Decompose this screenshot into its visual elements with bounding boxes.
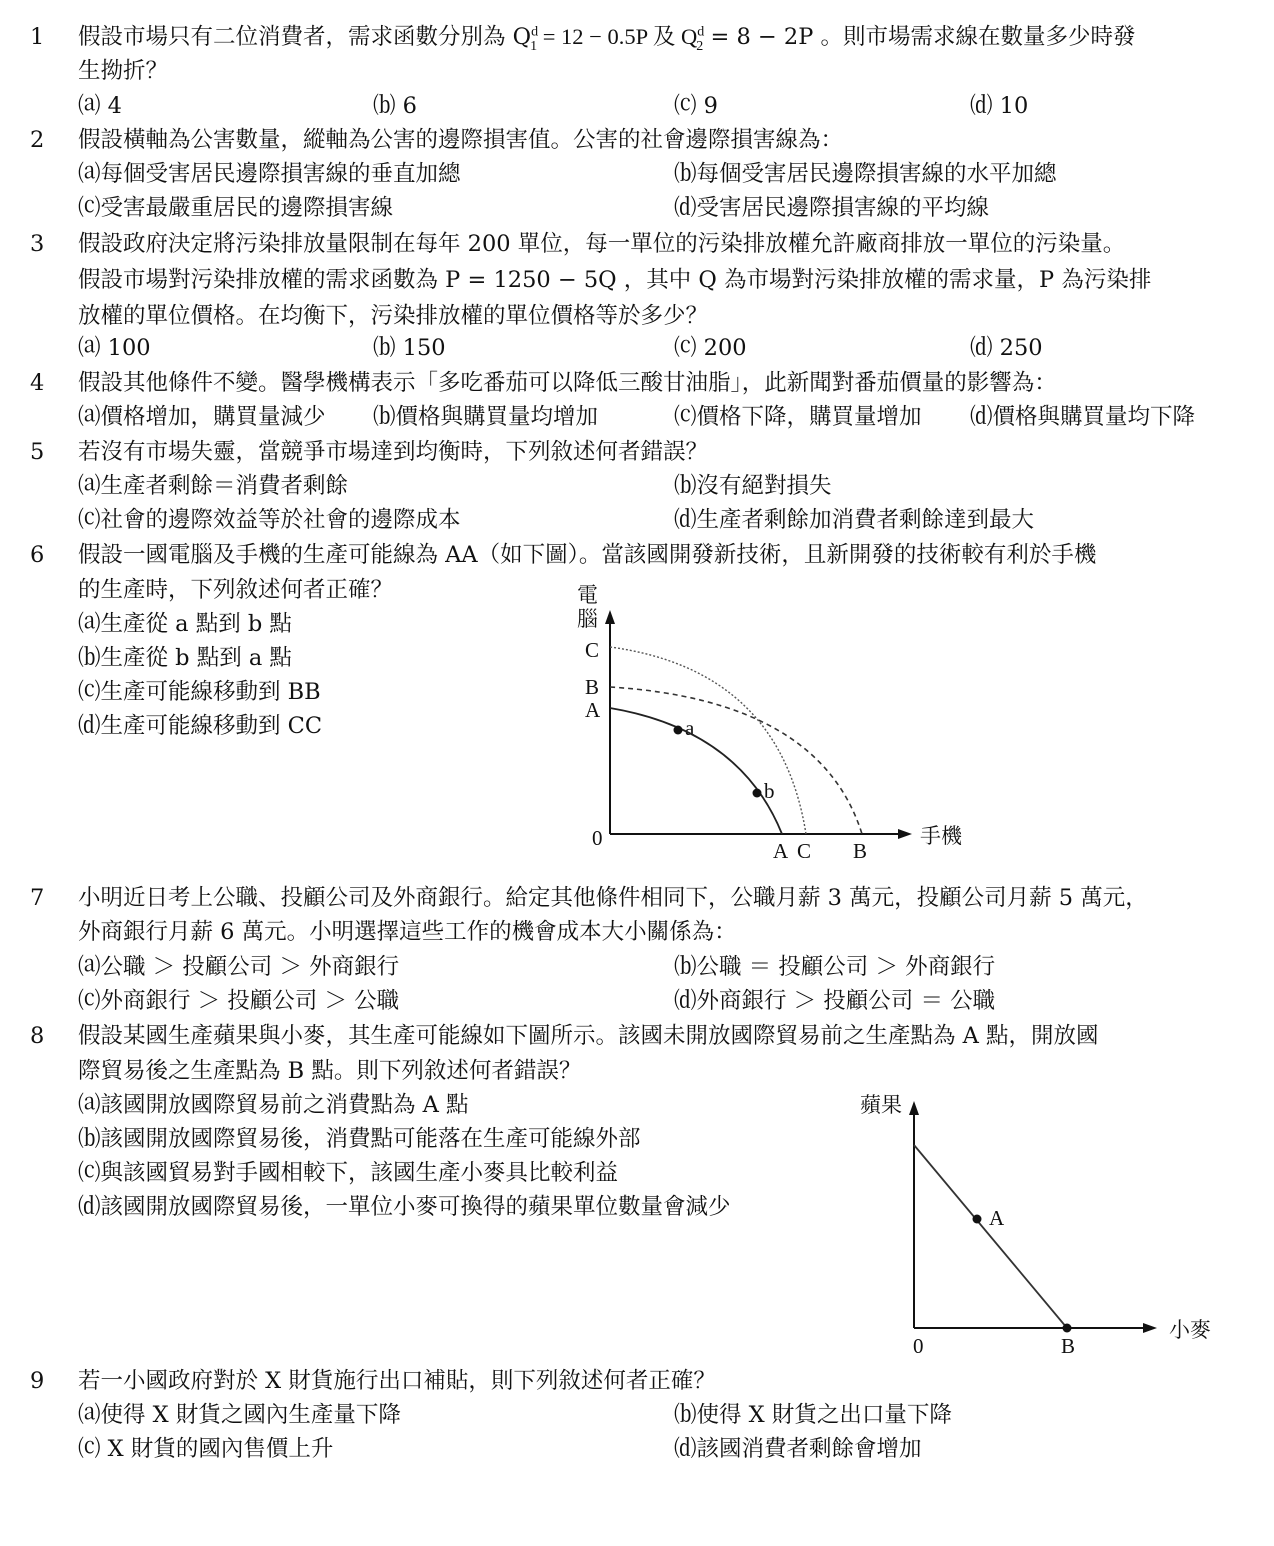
option-d[interactable]: ⒟ 10 bbox=[970, 93, 1029, 119]
option-a[interactable]: ⒜該國開放國際貿易前之消費點為 A 點 bbox=[78, 1092, 469, 1118]
question-stem-line: 假設政府決定將污染排放量限制在每年 200 單位，每一單位的污染排放權允許廠商排放一單位的污染量。 bbox=[78, 231, 1126, 257]
point-a-marker bbox=[674, 726, 683, 735]
question-stem: 若沒有市場失靈，當競爭市場達到均衡時，下列敘述何者錯誤？ bbox=[78, 439, 709, 465]
question-number: 9 bbox=[30, 1368, 45, 1394]
option-a[interactable]: ⒜生產從 a 點到 b 點 bbox=[78, 611, 292, 637]
point-b-marker bbox=[753, 789, 762, 798]
option-b[interactable]: ⒝沒有絕對損失 bbox=[674, 473, 832, 499]
option-d[interactable]: ⒟價格與購買量均下降 bbox=[970, 404, 1196, 430]
question-number: 4 bbox=[30, 370, 45, 396]
question-stem: 假設橫軸為公害數量，縱軸為公害的邊際損害值。公害的社會邊際損害線為： bbox=[78, 127, 844, 153]
question-stem-line: 小明近日考上公職、投顧公司及外商銀行。給定其他條件相同下，公職月薪 3 萬元，投顧公司月薪 5 萬元， bbox=[78, 885, 1148, 911]
question-number: 6 bbox=[30, 542, 45, 568]
option-b[interactable]: ⒝生產從 b 點到 a 點 bbox=[78, 645, 292, 671]
y-label-b: B bbox=[585, 675, 600, 699]
question-stem-line: 假設一國電腦及手機的生產可能線為 AA（如下圖）。當該國開發新技術，且新開發的技術較有利於手機 bbox=[78, 542, 1097, 568]
option-d[interactable]: ⒟生產者剩餘加消費者剩餘達到最大 bbox=[674, 507, 1035, 533]
ppf-diagram-apple-wheat bbox=[855, 1085, 1235, 1365]
ppf-line bbox=[914, 1145, 1067, 1328]
y-axis-label-2: 腦 bbox=[577, 607, 598, 631]
question-stem-line: 假設市場對污染排放權的需求函數為 P = 1250 − 5Q ，其中 Q 為市場對污染排放權的需求量，P 為污染排 bbox=[78, 267, 1152, 293]
option-c[interactable]: ⒞價格下降，購買量增加 bbox=[674, 404, 922, 430]
y-label-c: C bbox=[585, 638, 600, 662]
y-label-a: A bbox=[585, 698, 601, 722]
question-stem-line: 生拗折？ bbox=[78, 58, 169, 84]
question-number: 3 bbox=[30, 231, 45, 257]
question-stem: 假設其他條件不變。醫學機構表示「多吃番茄可以降低三酸甘油脂」，此新聞對番茄價量的影響為： bbox=[78, 370, 1057, 396]
option-c[interactable]: ⒞受害最嚴重居民的邊際損害線 bbox=[78, 195, 394, 221]
origin-label: 0 bbox=[913, 1334, 924, 1358]
option-c[interactable]: ⒞ X 財貨的國內售價上升 bbox=[78, 1436, 334, 1462]
ppf-curve-bb bbox=[610, 687, 862, 834]
question-stem-line: 假設某國生產蘋果與小麥，其生產可能線如下圖所示。該國未開放國際貿易前之生產點為 A 點，開放國 bbox=[78, 1023, 1099, 1049]
point-a-label: A bbox=[989, 1206, 1005, 1230]
option-d[interactable]: ⒟受害居民邊際損害線的平均線 bbox=[674, 195, 990, 221]
option-a[interactable]: ⒜ 4 bbox=[78, 93, 122, 119]
ppf-diagram-computer-phone bbox=[560, 580, 980, 870]
option-c[interactable]: ⒞與該國貿易對手國相較下，該國生產小麥具比較利益 bbox=[78, 1160, 619, 1186]
y-axis-label-1: 電 bbox=[577, 583, 598, 607]
x-axis-arrow-icon bbox=[1143, 1323, 1157, 1333]
option-b[interactable]: ⒝ 6 bbox=[373, 93, 417, 119]
ppf-curve-aa bbox=[610, 708, 782, 834]
option-b[interactable]: ⒝每個受害居民邊際損害線的水平加總 bbox=[674, 161, 1057, 187]
origin-label: 0 bbox=[592, 826, 603, 850]
question-number: 5 bbox=[30, 439, 45, 465]
option-d[interactable]: ⒟外商銀行 ＞ 投顧公司 ＝ 公職 bbox=[674, 988, 996, 1014]
option-d[interactable]: ⒟該國消費者剩餘會增加 bbox=[674, 1436, 922, 1462]
x-axis-label: 小麥 bbox=[1169, 1318, 1211, 1342]
option-d[interactable]: ⒟該國開放國際貿易後，一單位小麥可換得的蘋果單位數量會減少 bbox=[78, 1194, 731, 1220]
option-b[interactable]: ⒝ 150 bbox=[373, 335, 446, 361]
point-b-marker bbox=[1063, 1324, 1072, 1333]
option-a[interactable]: ⒜每個受害居民邊際損害線的垂直加總 bbox=[78, 161, 461, 187]
question-number: 8 bbox=[30, 1023, 45, 1049]
x-axis-label: 手機 bbox=[920, 824, 962, 848]
question-number: 7 bbox=[30, 885, 45, 911]
question-stem: 若一小國政府對於 X 財貨施行出口補貼，則下列敘述何者正確？ bbox=[78, 1368, 716, 1394]
option-a[interactable]: ⒜公職 ＞ 投顧公司 ＞ 外商銀行 bbox=[78, 954, 400, 980]
option-a[interactable]: ⒜價格增加，購買量減少 bbox=[78, 404, 326, 430]
option-c[interactable]: ⒞外商銀行 ＞ 投顧公司 ＞ 公職 bbox=[78, 988, 400, 1014]
option-d[interactable]: ⒟生產可能線移動到 CC bbox=[78, 713, 323, 739]
option-c[interactable]: ⒞生產可能線移動到 BB bbox=[78, 679, 321, 705]
option-a[interactable]: ⒜ 100 bbox=[78, 335, 151, 361]
point-a-label: a bbox=[685, 716, 695, 740]
ppf-curve-cc bbox=[610, 647, 806, 834]
question-number: 2 bbox=[30, 127, 45, 153]
question-number: 1 bbox=[30, 24, 45, 50]
y-axis-label: 蘋果 bbox=[860, 1093, 902, 1117]
y-axis-arrow-icon bbox=[605, 610, 615, 624]
question-stem-line: 外商銀行月薪 6 萬元。小明選擇這些工作的機會成本大小關係為： bbox=[78, 919, 737, 945]
x-axis-arrow-icon bbox=[898, 829, 912, 839]
question-stem-line: 假設市場只有二位消費者，需求函數分別為 $Q^d_1 = 12 - 0.5P$ 及 $Q^d_2 = 8 - 2P$ 。則市場需求線在數量多少時發 bbox=[78, 24, 1136, 54]
option-b[interactable]: ⒝該國開放國際貿易後，消費點可能落在生產可能線外部 bbox=[78, 1126, 641, 1152]
option-a[interactable]: ⒜使得 X 財貨之國內生產量下降 bbox=[78, 1402, 401, 1428]
option-a[interactable]: ⒜生產者剩餘＝消費者剩餘 bbox=[78, 473, 349, 499]
x-label-c: C bbox=[797, 839, 812, 863]
option-c[interactable]: ⒞ 200 bbox=[674, 335, 747, 361]
option-c[interactable]: ⒞社會的邊際效益等於社會的邊際成本 bbox=[78, 507, 461, 533]
option-b[interactable]: ⒝公職 ＝ 投顧公司 ＞ 外商銀行 bbox=[674, 954, 996, 980]
question-stem-line: 放權的單位價格。在均衡下，污染排放權的單位價格等於多少？ bbox=[78, 303, 709, 329]
option-b[interactable]: ⒝使得 X 財貨之出口量下降 bbox=[674, 1402, 952, 1428]
option-b[interactable]: ⒝價格與購買量均增加 bbox=[373, 404, 599, 430]
y-axis-arrow-icon bbox=[909, 1101, 919, 1115]
x-label-b: B bbox=[853, 839, 868, 863]
x-label-a: A bbox=[773, 839, 789, 863]
question-stem-line: 的生產時，下列敘述何者正確？ bbox=[78, 577, 394, 603]
point-b-label: B bbox=[1061, 1334, 1076, 1358]
question-stem-line: 際貿易後之生產點為 B 點。則下列敘述何者錯誤？ bbox=[78, 1058, 582, 1084]
option-d[interactable]: ⒟ 250 bbox=[970, 335, 1043, 361]
option-c[interactable]: ⒞ 9 bbox=[674, 93, 718, 119]
point-b-label: b bbox=[764, 779, 775, 803]
point-a-marker bbox=[973, 1215, 982, 1224]
